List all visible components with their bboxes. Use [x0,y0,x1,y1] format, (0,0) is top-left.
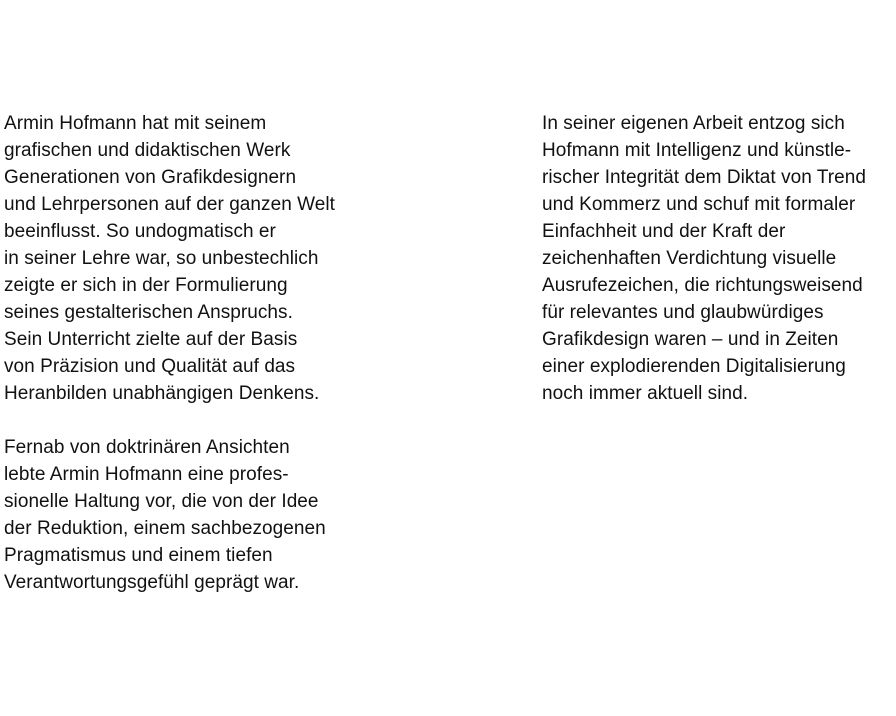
text-line: zeichenhaften Verdichtung visuelle [542,248,837,269]
text-line: beeinflusst. So undogmatisch er [4,221,276,242]
text-line: Generationen von Grafikdesignern [4,167,297,188]
text-line: Grafikdesign waren – und in Zeiten [542,329,839,350]
text-line: lebte Armin Hofmann eine profes- [4,464,289,485]
text-line: Verantwortungsgefühl geprägt war. [4,572,300,593]
text-line: seines gestalterischen Anspruchs. [4,302,293,323]
text-line: und Kommerz und schuf mit formaler [542,194,856,215]
paragraph-attitude [4,434,424,596]
text-line: Ausrufezeichen, die richtungsweisend [542,275,863,296]
text-line: noch immer aktuell sind. [542,383,749,404]
text-line: für relevantes und glaubwürdiges [542,302,824,323]
text-line: Pragmatismus und einem tiefen [4,545,273,566]
text-line: und Lehrpersonen auf der ganzen Welt [4,194,336,215]
left-text-column [4,110,424,623]
text-line: zeigte er sich in der Formulierung [4,275,288,296]
paragraph-own-work [542,110,896,407]
text-line: der Reduktion, einem sachbezogenen [4,518,326,539]
text-line: Heranbilden unabhängigen Denkens. [4,383,320,404]
text-line: In seiner eigenen Arbeit entzog sich [542,113,845,134]
text-line: grafischen und didaktischen Werk [4,140,291,161]
text-line: in seiner Lehre war, so unbestechlich [4,248,319,269]
paragraph-influence [4,110,424,407]
text-line: Einfachheit und der Kraft der [542,221,786,242]
text-line: Hofmann mit Intelligenz und künstle- [542,140,852,161]
text-line: einer explodierenden Digitalisierung [542,356,846,377]
text-line: sionelle Haltung vor, die von der Idee [4,491,319,512]
text-line: Armin Hofmann hat mit seinem [4,113,267,134]
text-line: Fernab von doktrinären Ansichten [4,437,290,458]
text-line: Sein Unterricht zielte auf der Basis [4,329,298,350]
text-line: rischer Integrität dem Diktat von Trend [542,167,867,188]
text-line: von Präzision und Qualität auf das [4,356,296,377]
right-text-column [542,110,896,434]
